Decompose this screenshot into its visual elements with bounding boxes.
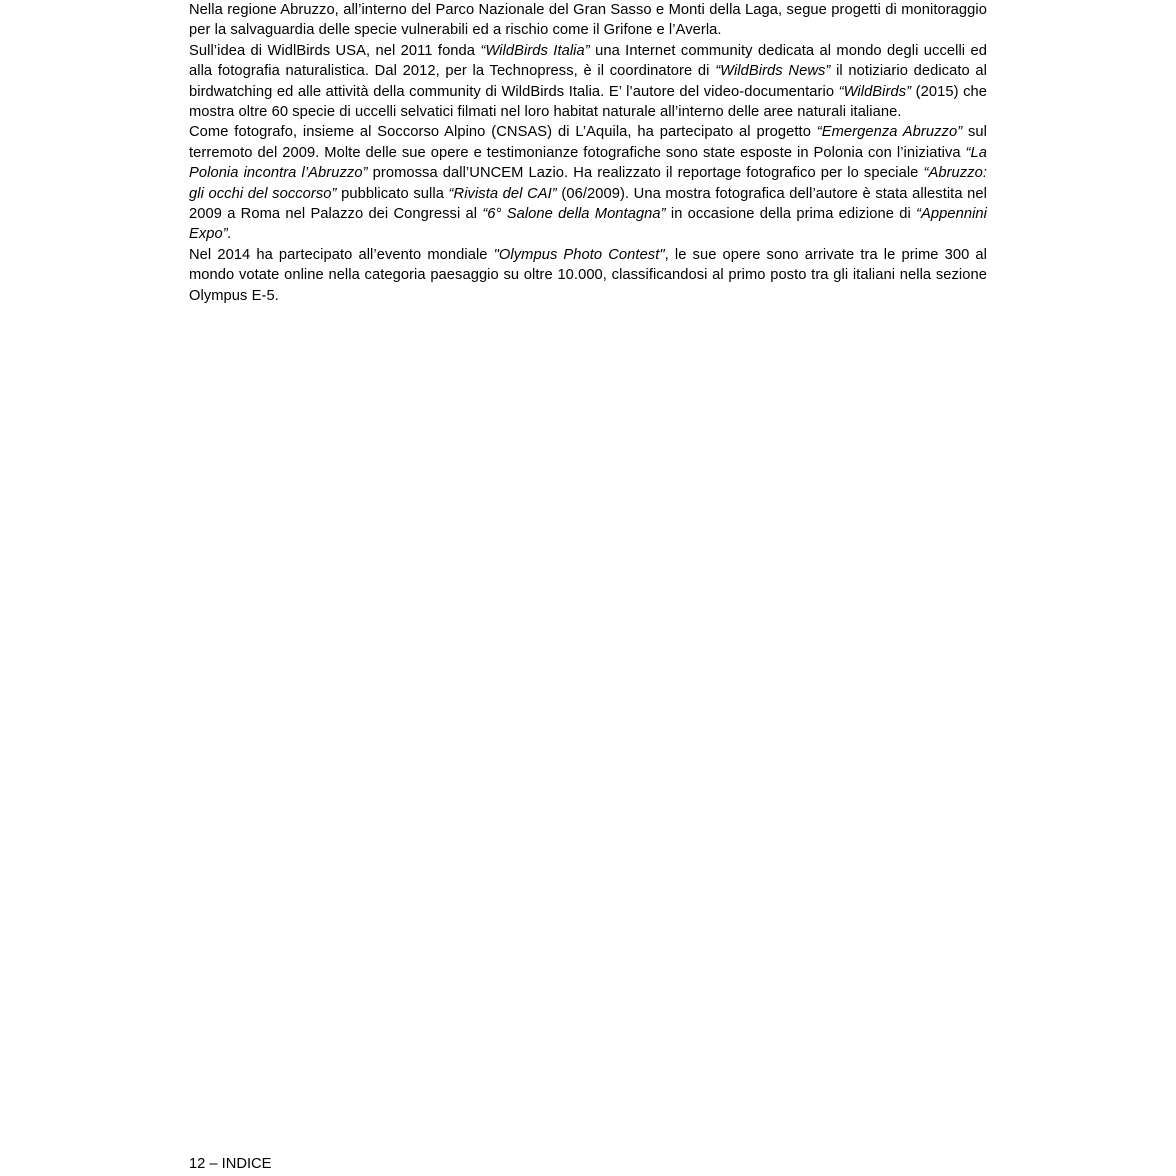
text-run: “Emergenza Abruzzo” — [816, 124, 963, 141]
text-run: una Internet community dedicata al mondo degli uccelli ed alla fotografia naturalistica. Dal 2012, per la Technopress, è il coordinatore di — [189, 42, 987, 80]
text-run: sul terremoto del 2009. Molte delle sue opere e testimonianze fotografiche sono state esposte in Polonia con l’iniziativa — [189, 124, 988, 161]
text-run: promossa dall’UNCEM Lazio. Ha realizzato il reportage fotografico per lo speciale — [367, 165, 924, 182]
text-run: (2015) che mostra oltre 60 specie di uccelli selvatici filmati nel loro habitat naturale all’interno delle aree naturali italiane. — [189, 83, 987, 121]
document-body — [189, 0, 987, 306]
paragraph — [189, 0, 987, 41]
paragraph — [189, 122, 987, 244]
text-run: “Appennini Expo”. — [189, 206, 987, 243]
paragraph — [189, 245, 987, 306]
text-run: Sull’idea di WidlBirds USA, nel 2011 fonda — [189, 42, 481, 59]
text-run: Come fotografo, insieme al Soccorso Alpino (CNSAS) di L’Aquila, ha partecipato al progetto — [189, 124, 817, 141]
text-run: pubblicato sulla — [336, 185, 449, 202]
text-run: "Olympus Photo Contest" — [493, 246, 665, 263]
text-run: Nella regione Abruzzo, all’interno del Parco Nazionale del Gran Sasso e Monti della Laga, segue progetti di monitoraggio per la salvaguardia delle specie vulnerabili ed a rischio come il Grifone e l’Averla. — [189, 2, 987, 39]
text-run: in occasione della prima edizione di — [665, 206, 917, 223]
page-footer: 12 – INDICE — [189, 1156, 272, 1172]
text-run: “WildBirds News” — [715, 63, 831, 80]
paragraph — [189, 41, 987, 123]
text-run: “Rivista del CAI” — [448, 185, 557, 202]
text-run: Nel 2014 ha partecipato all’evento mondiale — [189, 246, 494, 263]
text-run: (06/2009). Una mostra fotografica dell’autore è stata allestita nel 2009 a Roma nel Palazzo dei Congressi al — [189, 185, 987, 223]
text-run: il notiziario dedicato al birdwatching ed alle attività della community di WildBirds Italia. E’ l’autore del video-documentario — [189, 63, 988, 100]
text-run: “Abruzzo: gli occhi del soccorso” — [189, 165, 988, 202]
text-run: “La Polonia incontra l’Abruzzo” — [189, 144, 987, 182]
text-run: “6° Salone della Montagna” — [482, 206, 666, 223]
text-run: , le sue opere sono arrivate tra le prime 300 al mondo votate online nella categoria paesaggio su oltre 10.000, classificandosi al primo posto tra gli italiani nella sezione Olympus E-5. — [189, 246, 987, 304]
text-run: “WildBirds Italia” — [480, 42, 590, 59]
text-run: “WildBirds” — [838, 83, 912, 100]
